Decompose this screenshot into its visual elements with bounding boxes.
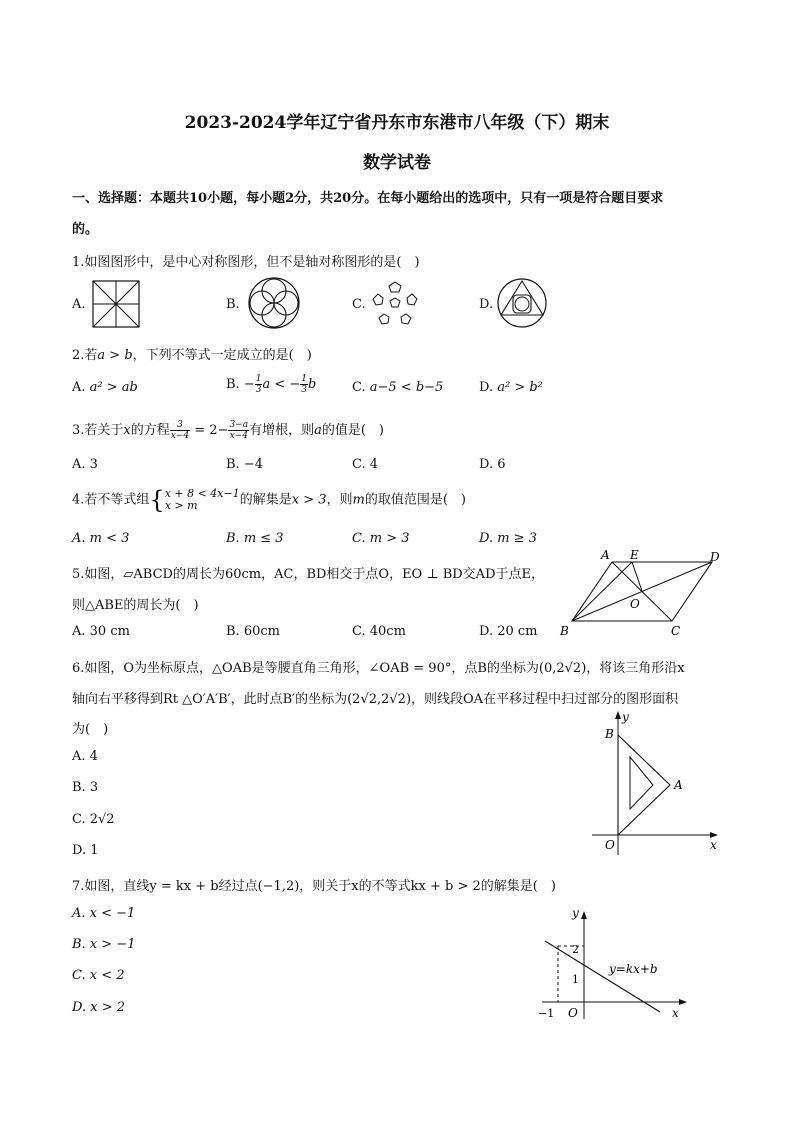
q6-option-c: C. 2√2 (72, 812, 115, 827)
q7-line-label: y=kx+b (609, 962, 658, 976)
q6-label-y: y (622, 710, 629, 724)
q1-option-d-label: D. (479, 297, 494, 312)
q5-label-e: E (630, 548, 639, 562)
q6-option-a: A. 4 (72, 749, 98, 764)
q4-mid2: ，则 (326, 492, 353, 508)
q7-label-1: 1 (572, 973, 579, 986)
q2-b-pre: − (243, 377, 255, 392)
q7-line-figure (532, 906, 692, 1022)
q4-option-c: C. m > 3 (352, 531, 410, 546)
q5-label-a: A (601, 548, 610, 562)
q3-frac1: $\frac{3}{x-4}$ (170, 420, 190, 441)
q7-label-2: 2 (572, 943, 579, 956)
q2-stem-pre: 2.若 (72, 348, 98, 363)
q4-system: x + 8 < 4x−1 x > m (164, 487, 240, 512)
q4-post: 的取值范围是( ) (364, 492, 467, 508)
q6-label-a: A (674, 778, 683, 792)
q2-d-label: D. (479, 380, 494, 395)
q3-option-d: D. 6 (479, 457, 506, 472)
q2-stem-post: ，下列不等式一定成立的是( ) (132, 348, 312, 363)
q5-label-c: C (671, 624, 681, 638)
q3-option-b: B. −4 (226, 457, 263, 472)
q5-parallelogram-figure (555, 545, 730, 640)
q3-option-c: C. 4 (352, 457, 379, 472)
q1-option-d-figure (496, 277, 548, 329)
q6-option-d: D. 1 (72, 843, 99, 858)
q1-option-b-label: B. (226, 297, 240, 312)
q2-b-mid: a < − (262, 377, 301, 392)
q1-option-a-figure (91, 279, 141, 329)
q2-option-c (352, 380, 443, 395)
q5-label-o: O (630, 597, 640, 611)
q6-label-o: O (605, 838, 615, 852)
q4-pre: 4.若不等式组 (72, 492, 150, 508)
q6-label-x: x (710, 838, 717, 852)
q7-label-o: O (568, 1006, 578, 1020)
q7-option-a: A. x < −1 (72, 906, 136, 921)
q5-label-b: B (560, 624, 569, 638)
q2-c-math: a−5 < b−5 (369, 380, 444, 395)
q7-label-y: y (572, 906, 579, 920)
q6-line3: 为( ) (72, 722, 109, 737)
q2-b-label: B. (226, 377, 240, 392)
page-subtitle: 数学试卷 (363, 153, 431, 173)
q7-option-c: C. x < 2 (72, 968, 125, 983)
section-intro-line2: 的。 (72, 222, 99, 237)
q3-option-a: A. 3 (72, 457, 98, 472)
q2-option-d (479, 380, 543, 395)
q2-d-math: a² > b² (497, 380, 543, 395)
q7-stem: 7.如图，直线y = kx + b经过点(−1,2)，则关于x的不等式kx + b > 2的解集是( ) (72, 879, 556, 894)
q1-stem: 1.如图图形中，是中心对称图形，但不是轴对称图形的是( ) (72, 255, 420, 270)
q3-a: a (314, 423, 322, 438)
q6-line2: 轴向右平移得到Rt △O′A′B′，此时点B′的坐标为(2√2,2√2)，则线段OA在平移过程中扫过部分的图形面积 (72, 692, 679, 707)
q4-stem: 4.若不等式组{ x + 8 < 4x−1 x > m 的解集是x > 3，则m的取值范围是( ) (72, 486, 467, 514)
q2-option-a (72, 380, 138, 395)
q4-option-d: D. m ≥ 3 (479, 531, 537, 546)
q6-label-b: B (605, 727, 614, 741)
q2-a-label: A. (72, 380, 86, 395)
q7-option-b: B. x > −1 (72, 937, 136, 952)
q6-line1: 6.如图，O为坐标原点，△OAB是等腰直角三角形，∠OAB = 90°，点B的坐标为(0,2√2)，将该三角形沿x (72, 661, 685, 676)
q3-post: 的值是( ) (321, 423, 385, 438)
q2-stem (72, 344, 312, 363)
q3-mid: 的方程 (130, 423, 170, 438)
q5-line1: 5.如图，▱ABCD的周长为60cm，AC，BD相交于点O，EO ⊥ BD交AD于点E， (72, 567, 544, 582)
q5-label-d: D (710, 550, 720, 564)
q2-a-math: a² > ab (89, 380, 138, 395)
q6-option-b: B. 3 (72, 780, 99, 795)
q3-frac2: $\frac{3-a}{x-4}$ (229, 420, 249, 441)
q4-option-a: A. m < 3 (72, 531, 130, 546)
q5-option-a: A. 30 cm (72, 624, 130, 639)
q7-option-d: D. x > 2 (72, 1000, 125, 1015)
q2-b-frac2: $\frac{1}{3}$ (301, 374, 308, 395)
q1-option-c-label: C. (352, 297, 366, 312)
q3-eq: = 2− (190, 423, 229, 438)
q7-label-neg1: −1 (538, 1007, 555, 1020)
q6-triangle-figure (588, 708, 728, 858)
q1-option-c-figure (370, 279, 420, 329)
q3-pre: 3.若关于 (72, 423, 124, 438)
q7-label-x: x (672, 1006, 679, 1020)
q4-math: x > 3 (291, 492, 327, 508)
q5-line2: 则△ABE的周长为( ) (72, 598, 199, 613)
q5-option-d: D. 20 cm (479, 624, 538, 639)
page-title: 2023-2024学年辽宁省丹东市东港市八年级（下）期末 (184, 113, 610, 133)
q2-b-frac1: $\frac{1}{3}$ (255, 374, 262, 395)
q3-mid2: 有增根，则 (249, 423, 315, 438)
q2-stem-math: a > b (97, 348, 133, 363)
q3-stem (72, 419, 384, 441)
q4-m: m (352, 492, 365, 508)
q5-option-b: B. 60cm (226, 624, 280, 639)
q4-option-b: B. m ≤ 3 (226, 531, 284, 546)
q1-option-b-figure (247, 276, 301, 330)
q3-x: x (123, 423, 131, 438)
q5-option-c: C. 40cm (352, 624, 406, 639)
q4-mid: 的解集是 (239, 492, 292, 508)
section-intro-line1: 一、选择题：本题共10小题，每小题2分，共20分。在每小题给出的选项中，只有一项是符合题目要求 (72, 191, 664, 206)
q1-option-a-label: A. (72, 297, 86, 312)
q2-b-post: b (308, 377, 317, 392)
q2-option-b (226, 374, 316, 395)
q2-c-label: C. (352, 380, 366, 395)
